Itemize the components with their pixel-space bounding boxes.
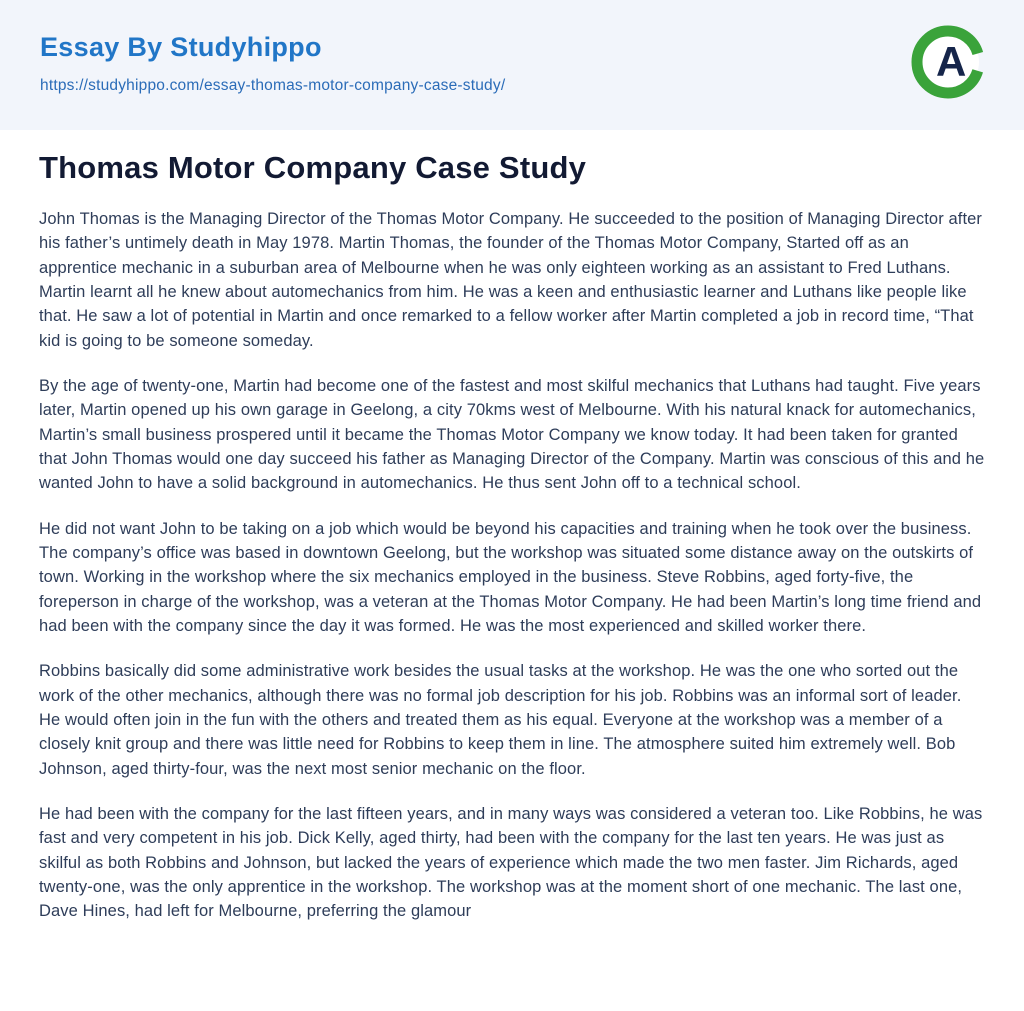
logo-letter: A	[936, 38, 967, 85]
article	[0, 150, 1024, 924]
essay-url-link[interactable]: https://studyhippo.com/essay-thomas-motor-company-case-study/	[40, 77, 506, 94]
article-paragraph: John Thomas is the Managing Director of the Thomas Motor Company. He succeeded to the position of Managing Director after his father’s untimely death in May 1978. Martin Thomas, the founder of the Thomas Motor Company, Started off as an apprentice mechanic in a suburban area of Melbourne when he was only eighteen working as an assistant to Fred Luthans. Martin learnt all he knew about automechanics from him. He was a keen and enthusiastic learner and Luthans like people like that. He saw a lot of potential in Martin and once remarked to a fellow worker after Martin completed a job in record time, “That kid is going to be someone someday.	[39, 210, 982, 350]
article-paragraph: Robbins basically did some administrative work besides the usual tasks at the workshop. He was the one who sorted out the work of the other mechanics, although there was no formal job description for his job. Robbins was an informal sort of leader. He would often join in the fun with the others and treated them as his equal. Everyone at the workshop was a member of a closely knit group and there was little need for Robbins to keep them in line. The atmosphere suited him extremely well. Bob Johnson, aged thirty-four, was the next most senior mechanic on the floor.	[39, 662, 962, 778]
page-title: Thomas Motor Company Case Study	[39, 150, 587, 185]
logo-ring-icon	[910, 24, 986, 100]
studyhippo-logo[interactable]	[910, 24, 986, 100]
page-header	[0, 0, 1024, 130]
article-paragraph: By the age of twenty-one, Martin had become one of the fastest and most skilful mechanics that Luthans had taught. Five years later, Martin opened up his own garage in Geelong, a city 70kms west of Melbourne. With his natural knack for automechanics, Martin’s small business prospered until it became the Thomas Motor Company we know today. It had been taken for granted that John Thomas would one day succeed his father as Managing Director of the Company. Martin was conscious of this and he wanted John to have a solid background in automechanics. He thus sent John off to a technical school.	[39, 376, 985, 493]
article-paragraph: He had been with the company for the last fifteen years, and in many ways was considered a veteran too. Like Robbins, he was fast and very competent in his job. Dick Kelly, aged thirty, had been with the company for the last ten years. He was just as skilful as both Robbins and Johnson, but lacked the years of experience which made the two men faster. Jim Richards, aged twenty-one, was the only apprentice in the workshop. The workshop was at the moment short of one mechanic. The last one, Dave Hines, had left for Melbourne, preferring the glamour	[39, 804, 983, 921]
site-title: Essay By Studyhippo	[40, 32, 322, 62]
article-paragraph: He did not want John to be taking on a job which would be beyond his capacities and training when he took over the business. The company’s office was based in downtown Geelong, but the workshop was situated some distance away on the outskirts of town. Working in the workshop where the six mechanics employed in the business. Steve Robbins, aged forty-five, the foreperson in charge of the workshop, was a veteran at the Thomas Motor Company. He had been Martin’s long time friend and had been with the company since the day it was formed. He was the most experienced and skilled worker there.	[39, 519, 982, 635]
